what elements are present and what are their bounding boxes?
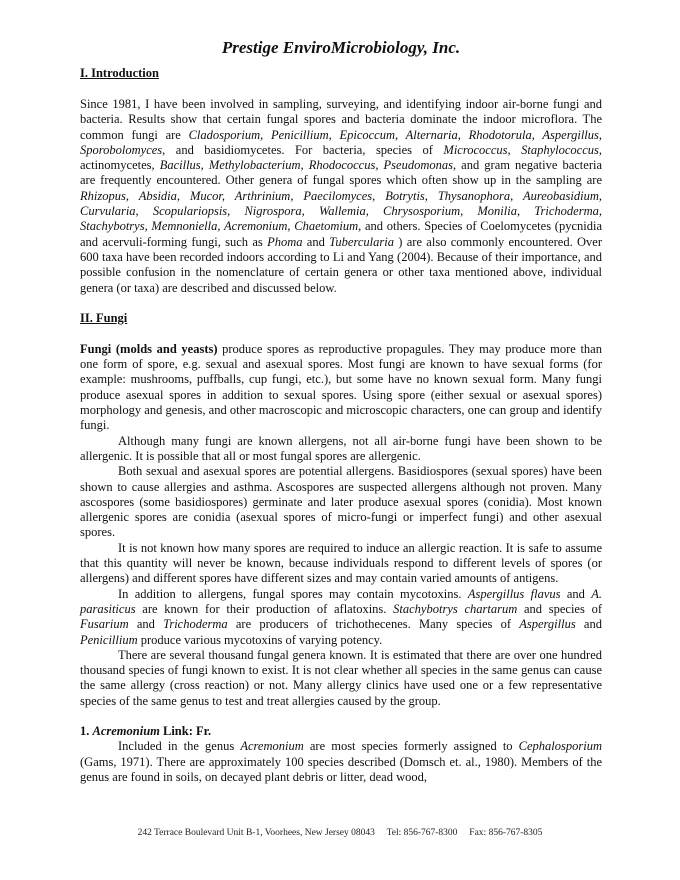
document-page (80, 38, 602, 785)
section-heading-introduction: I. Introduction (80, 66, 159, 80)
fungi-paragraph-3: Both sexual and asexual spores are potential allergens. Basidiospores (sexual spores) have been shown to cause allergies and asthma. Ascospores are suspected allergens although not proven. Many ascospores (some basidiospores) germinate and later produce asexual spores (conidia). Most known allergenic spores are conidia (asexual spores of micro-fungi or imperfect fungi) and other asexual spores. (80, 464, 602, 540)
page-footer-contact: 242 Terrace Boulevard Unit B-1, Voorhees, New Jersey 08043 Tel: 856-767-8300 Fax: 856-767-8305 (137, 828, 543, 838)
section-heading-fungi: II. Fungi (80, 310, 128, 325)
fungi-paragraph-2: Although many fungi are known allergens, not all air-borne fungi have been shown to be allergenic. It is possible that all or most fungal spores are allergenic. (80, 433, 602, 463)
acremonium-paragraph: Included in the genus Acremonium are most species formerly assigned to Cephalosporium (Gams, 1971). There are approximately 100 species described (Domsch et. al., 1980). Members of the genus are found in soils, on decayed plant debris or litter, dead wood, (80, 739, 603, 784)
fungi-paragraph-5: In addition to allergens, fungal spores may contain mycotoxins. Aspergillus flavus and A. parasiticus are known for their production of aflatoxins. Stachybotrys chartarum and species of Fusarium and Trichoderma are producers of trichothecenes. Many species of Aspergillus and Penicillium produce various mycotoxins of varying potency. (80, 586, 602, 647)
fungi-paragraph-4: It is not known how many spores are required to induce an allergic reaction. It is safe to assume that this quantity will never be known, because individuals respond to different levels of spores (or allergens) and different spores have different sizes and may contain varied amounts of antigens. (80, 540, 602, 586)
company-title: Prestige EnviroMicrobiology, Inc. (221, 38, 461, 57)
fungi-paragraph-1: Fungi (molds and yeasts) produce spores as reproductive propagules. They may produce more than one form of spore, e.g. sexual and asexual spores. Most fungi are known to have sexual forms (for example: mushrooms, puffballs, cup fungi, etc.), but some have no known sexual form. Many fungi produce asexual spores in addition to sexual spores. Using spore (either sexual or asexual spores) morphology and genesis, and other macroscopic and microscopic characters, one can group and identify fungi. (80, 341, 602, 433)
genus-heading-acremonium: 1. Acremonium Link: Fr. (80, 723, 212, 738)
fungi-paragraph-6: There are several thousand fungal genera known. It is estimated that there are over one hundred thousand species of fungi known to exist. It is not clear whether all species in the same genus can cause the same allergy (cross reaction) or not. Many allergy clinics have used one or a few representative species of the same genus to test and treat allergies caused by the group. (80, 647, 602, 708)
intro-paragraph: Since 1981, I have been involved in sampling, surveying, and identifying indoor air-borne fungi and bacteria. Results show that certain fungal spores and bacteria dominate the indoor microflora. The common fungi are Cladosporium, Penicillium, Epicoccum, Alternaria, Rhodotorula, Aspergillus, Sporobolomyces, and basidiomycetes. For bacteria, species of Micrococcus, Staphylococcus, actinomycetes, Bacillus, Methylobacterium, Rhodococcus, Pseudomonas, and gram negative bacteria are frequently encountered. Other genera of fungal spores which often show up in the sampling are Rhizopus, Absidia, Mucor, Arthrinium, Paecilomyces, Botrytis, Thysanophora, Aureobasidium, Curvularia, Scopulariopsis, Nigrospora, Wallemia, Chrysosporium, Monilia, Trichoderma, Stachybotrys, Memnoniella, Acremonium, Chaetomium, and others. Species of Coelomycetes (pycnidia and acervuli-forming fungi, such as Phoma and Tubercularia ) are also commonly encountered. Over 600 taxa have been recorded indoors according to Li and Yang (2004). Because of their importance, and possible confusion in the nomenclature of certain genera or other taxa mentioned above, individual genera (or taxa) are described and discussed below. (80, 97, 603, 295)
